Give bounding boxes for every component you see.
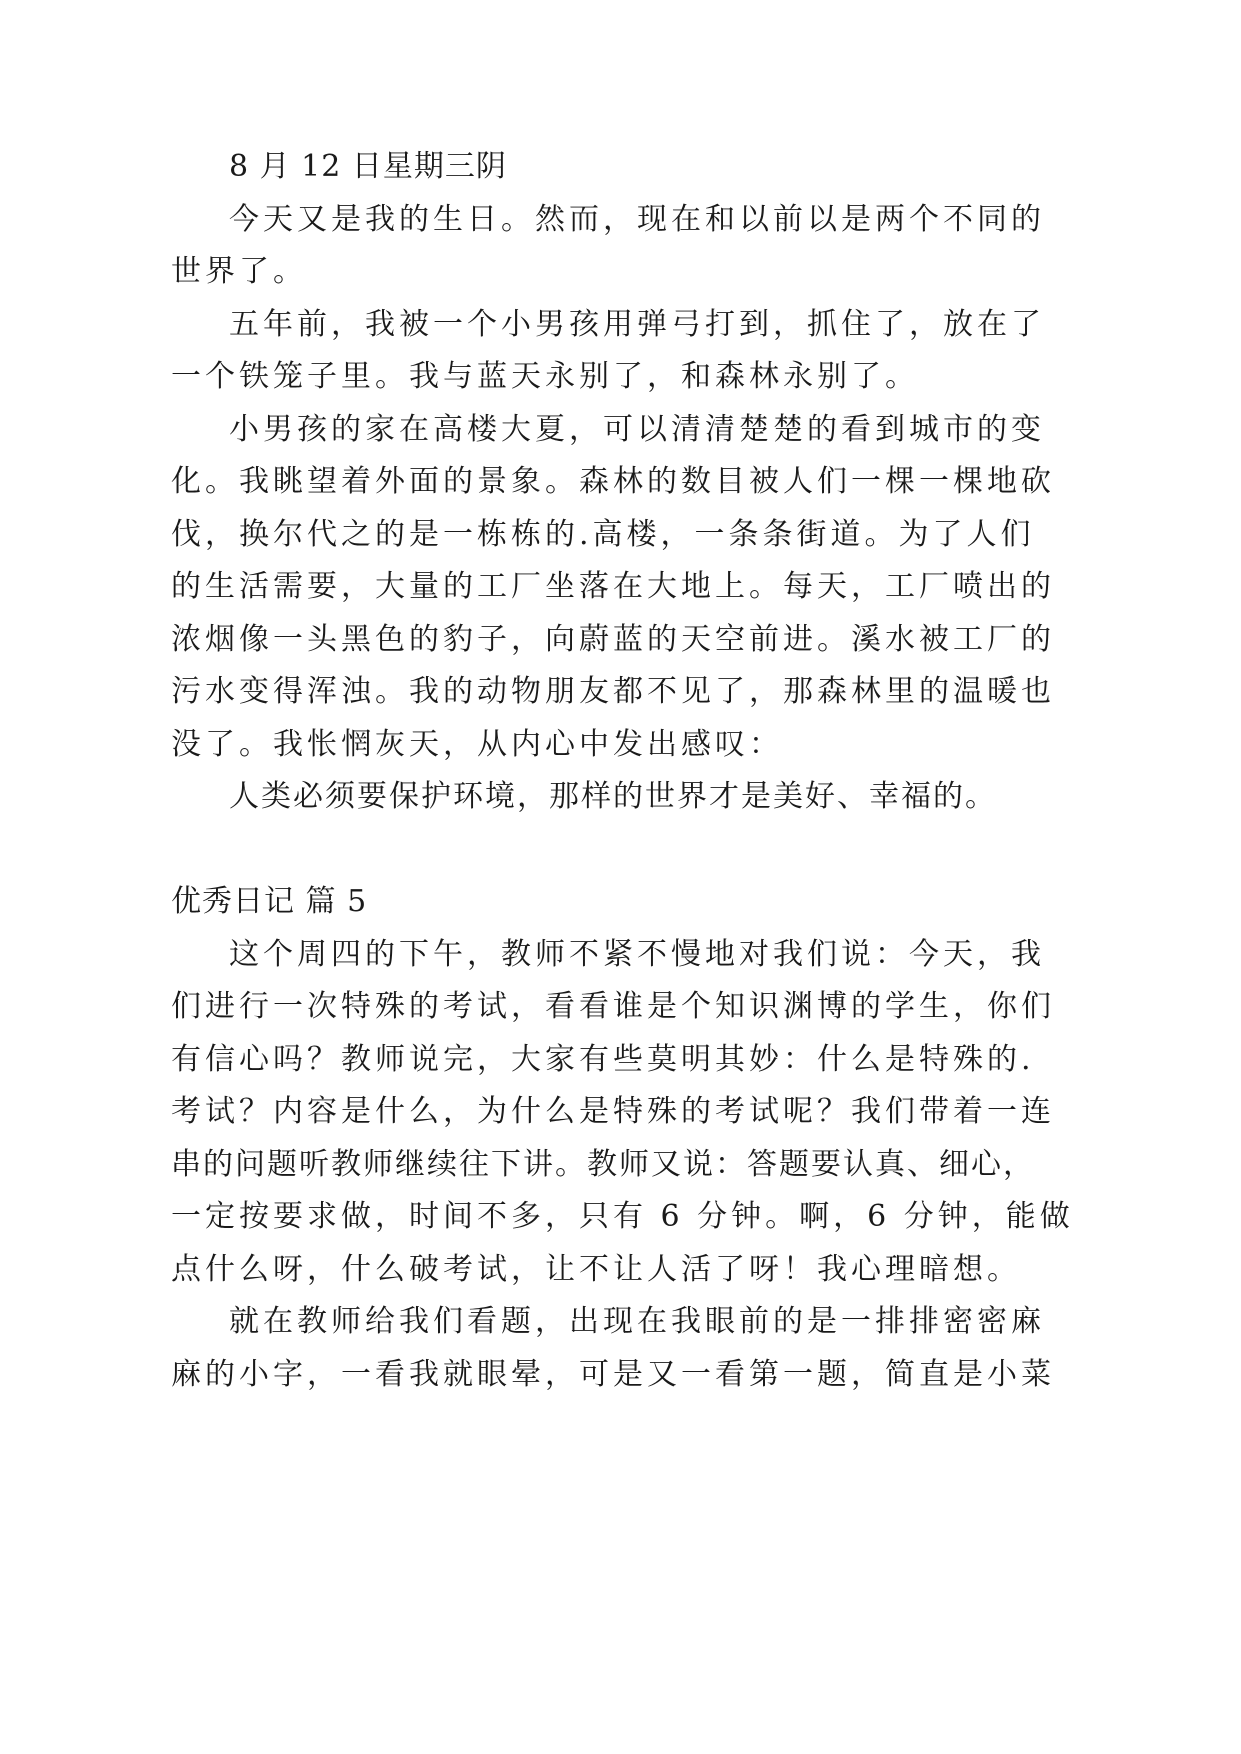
- paragraph-line: 的生活需要，大量的工厂坐落在大地上。每天，工厂喷出的: [171, 569, 1055, 604]
- paragraph-line: 没了。我怅惘灰天，从内心中发出感叹：: [171, 727, 783, 762]
- date-line: 8 月 12 日星期三阴: [229, 149, 507, 184]
- paragraph-line: 串的问题听教师继续往下讲。教师又说：答题要认真、细心，: [171, 1147, 1035, 1182]
- paragraph-line: 有信心吗？教师说完，大家有些莫明其妙：什么是特殊的.: [171, 1042, 1035, 1077]
- paragraph-line: 浓烟像一头黑色的豹子，向蔚蓝的天空前进。溪水被工厂的: [171, 622, 1055, 657]
- paragraph-line: 今天又是我的生日。然而，现在和以前以是两个不同的: [229, 202, 1045, 237]
- section-heading: 优秀日记 篇 5: [171, 884, 368, 919]
- paragraph-line: 们进行一次特殊的考试，看看谁是个知识渊博的学生，你们: [171, 989, 1055, 1024]
- paragraph-line: 化。我眺望着外面的景象。森林的数目被人们一棵一棵地砍: [171, 464, 1055, 499]
- paragraph-line: 世界了。: [171, 254, 307, 289]
- paragraph-line: 人类必须要保护环境，那样的世界才是美好、幸福的。: [229, 779, 997, 814]
- paragraph-line: 麻的小字，一看我就眼晕，可是又一看第一题，简直是小菜: [171, 1357, 1055, 1392]
- paragraph-line: 一定按要求做，时间不多，只有 6 分钟。啊，6 分钟，能做: [171, 1199, 1074, 1234]
- paragraph-line: 污水变得浑浊。我的动物朋友都不见了，那森林里的温暖也: [171, 674, 1055, 709]
- paragraph-line: 就在教师给我们看题，出现在我眼前的是一排排密密麻: [229, 1304, 1045, 1339]
- paragraph-line: 一个铁笼子里。我与蓝天永别了，和森林永别了。: [171, 359, 919, 394]
- paragraph-line: 小男孩的家在高楼大夏，可以清清楚楚的看到城市的变: [229, 412, 1045, 447]
- paragraph-line: 考试？内容是什么，为什么是特殊的考试呢？我们带着一连: [171, 1094, 1055, 1129]
- paragraph-line: 点什么呀，什么破考试，让不让人活了呀！我心理暗想。: [171, 1252, 1021, 1287]
- paragraph-line: 伐，换尔代之的是一栋栋的.高楼，一条条街道。为了人们: [171, 517, 1035, 552]
- paragraph-line: 这个周四的下午，教师不紧不慢地对我们说：今天，我: [229, 937, 1045, 972]
- paragraph-line: 五年前，我被一个小男孩用弹弓打到，抓住了，放在了: [229, 307, 1045, 342]
